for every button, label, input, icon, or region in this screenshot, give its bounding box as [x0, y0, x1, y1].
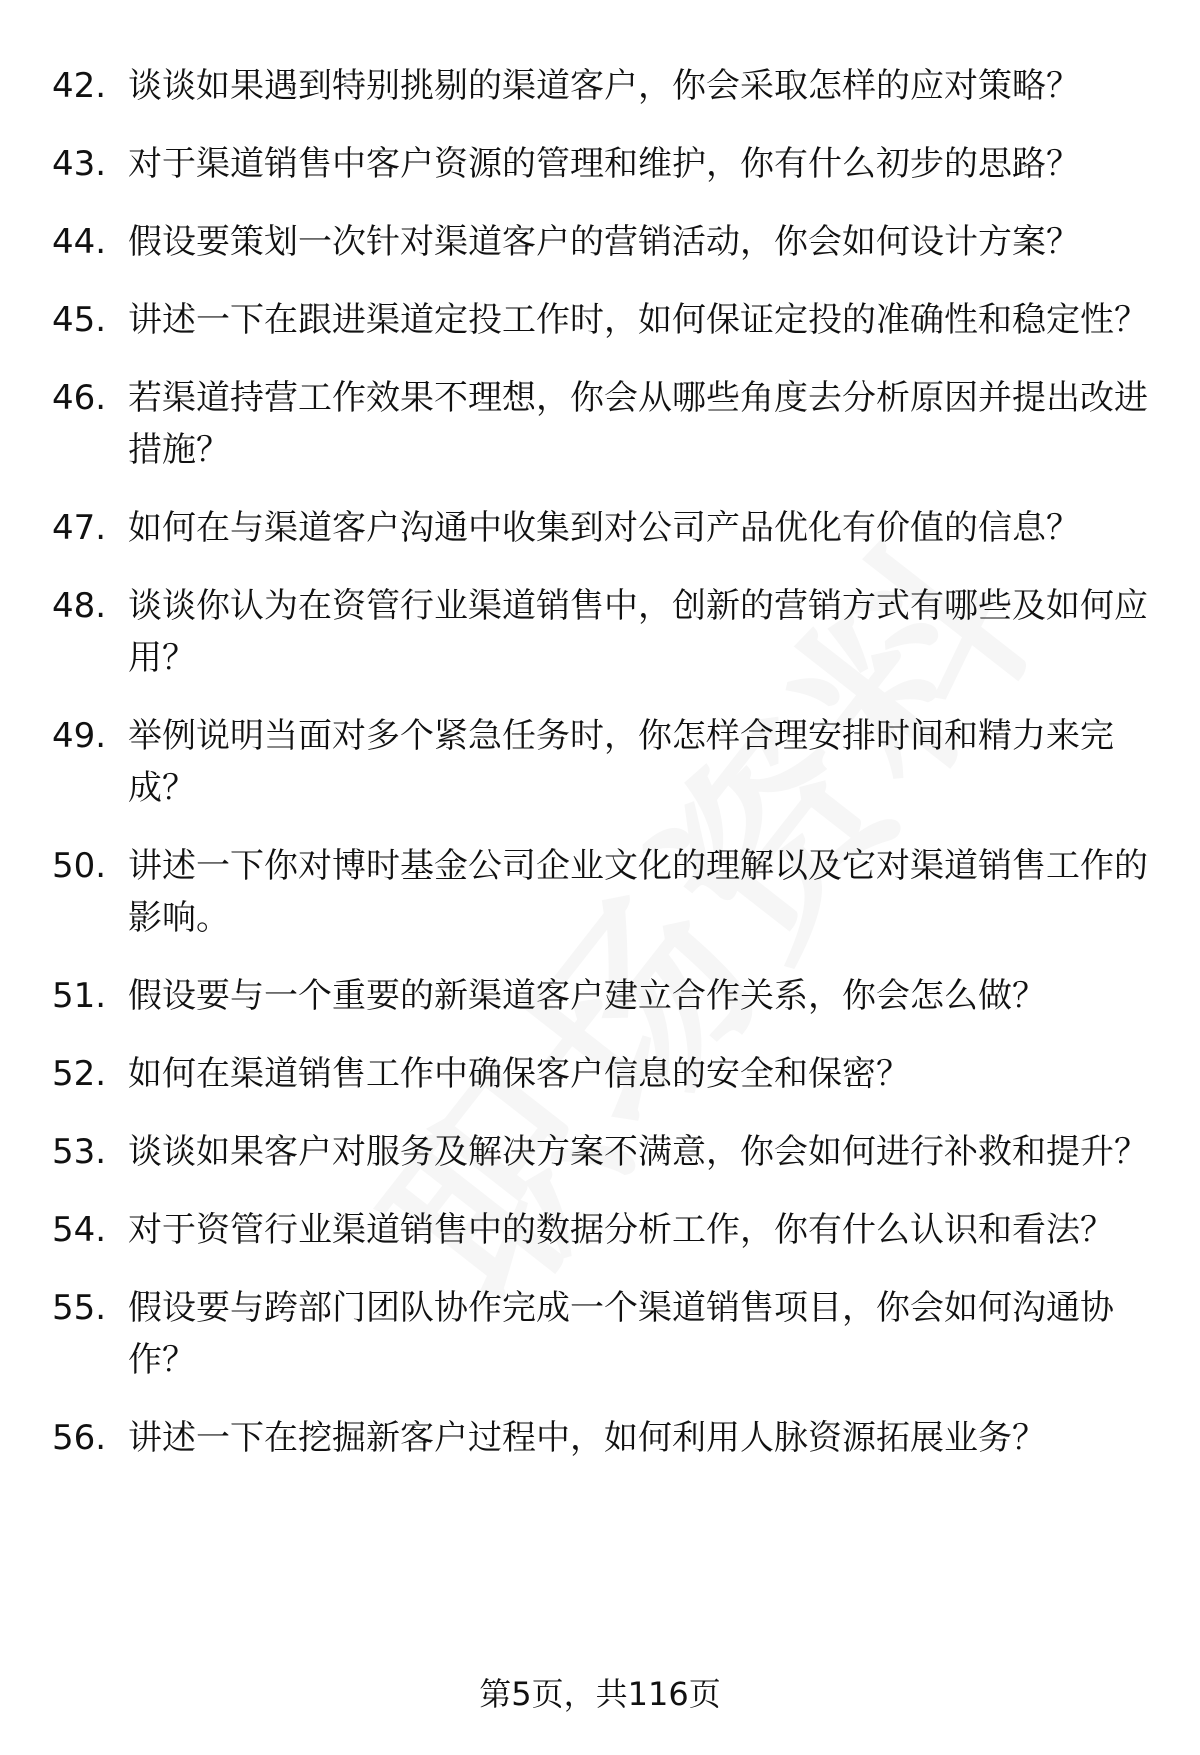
question-text: 讲述一下你对博时基金公司企业文化的理解以及它对渠道销售工作的影响。 [128, 846, 1148, 938]
question-text: 谈谈如果遇到特别挑剔的渠道客户，你会采取怎样的应对策略？ [128, 66, 1080, 106]
question-number: 51. [52, 976, 107, 1016]
question-list [0, 60, 1200, 1490]
page-footer [0, 1672, 1200, 1716]
question-text: 假设要策划一次针对渠道客户的营销活动，你会如何设计方案？ [128, 222, 1080, 262]
list-item [0, 970, 1200, 1022]
question-text: 谈谈你认为在资管行业渠道销售中，创新的营销方式有哪些及如何应用？ [128, 586, 1148, 678]
question-text: 对于资管行业渠道销售中的数据分析工作，你有什么认识和看法？ [128, 1210, 1114, 1250]
list-item [0, 840, 1200, 944]
question-number: 42. [52, 66, 107, 106]
list-item [0, 502, 1200, 554]
question-text: 讲述一下在跟进渠道定投工作时，如何保证定投的准确性和稳定性？ [128, 300, 1148, 340]
question-number: 52. [52, 1054, 107, 1094]
question-text: 假设要与一个重要的新渠道客户建立合作关系，你会怎么做？ [128, 976, 1046, 1016]
question-number: 43. [52, 144, 107, 184]
list-item [0, 1126, 1200, 1178]
question-number: 50. [52, 846, 107, 886]
question-number: 56. [52, 1418, 107, 1458]
list-item [0, 1048, 1200, 1100]
list-item [0, 294, 1200, 346]
list-item [0, 1282, 1200, 1386]
question-number: 45. [52, 300, 107, 340]
question-text: 如何在渠道销售工作中确保客户信息的安全和保密？ [128, 1054, 910, 1094]
list-item [0, 216, 1200, 268]
question-text: 对于渠道销售中客户资源的管理和维护，你有什么初步的思路？ [128, 144, 1080, 184]
question-number: 44. [52, 222, 107, 262]
question-number: 55. [52, 1288, 107, 1328]
question-text: 如何在与渠道客户沟通中收集到对公司产品优化有价值的信息？ [128, 508, 1080, 548]
list-item [0, 1204, 1200, 1256]
question-text: 若渠道持营工作效果不理想，你会从哪些角度去分析原因并提出改进措施？ [128, 378, 1148, 470]
question-text: 谈谈如果客户对服务及解决方案不满意，你会如何进行补救和提升？ [128, 1132, 1148, 1172]
question-number: 48. [52, 586, 107, 626]
list-item [0, 372, 1200, 476]
page-number-label: 第5页，共116页 [479, 1675, 721, 1713]
question-number: 46. [52, 378, 107, 418]
question-number: 49. [52, 716, 107, 756]
list-item [0, 60, 1200, 112]
list-item [0, 580, 1200, 684]
question-number: 53. [52, 1132, 107, 1172]
question-number: 54. [52, 1210, 107, 1250]
question-text: 讲述一下在挖掘新客户过程中，如何利用人脉资源拓展业务？ [128, 1418, 1046, 1458]
question-text: 假设要与跨部门团队协作完成一个渠道销售项目，你会如何沟通协作？ [128, 1288, 1114, 1380]
list-item [0, 138, 1200, 190]
question-text: 举例说明当面对多个紧急任务时，你怎样合理安排时间和精力来完成？ [128, 716, 1114, 808]
question-number: 47. [52, 508, 107, 548]
list-item [0, 710, 1200, 814]
list-item [0, 1412, 1200, 1464]
